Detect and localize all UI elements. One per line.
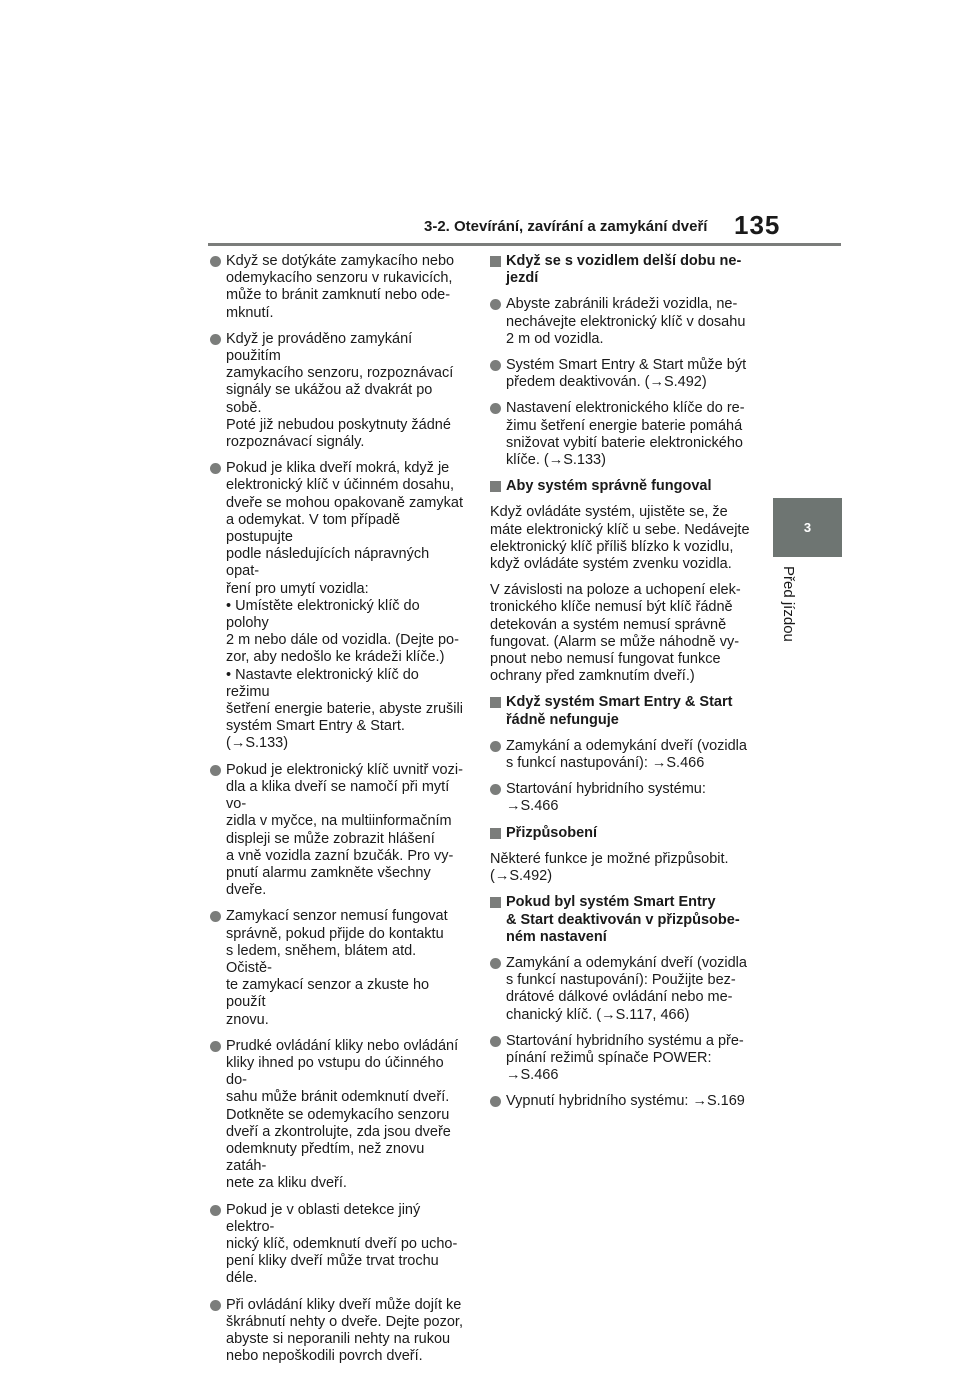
bullet-dot-icon — [210, 1205, 221, 1216]
heading-square-icon — [490, 897, 501, 908]
bullet-text: Při ovládání kliky dveří může dojít ke škrábnutí nehty o dveře. Dejte pozor, abyste si neporanili nehty na rukou nebo nepoškodili povrch dveří. — [226, 1296, 463, 1365]
bullet-item — [490, 955, 752, 1024]
bullet-text: Zamykání a odemykání dveří (vozidla s funkcí nastupování): →S.466 — [506, 737, 747, 772]
bullet-text: Systém Smart Entry & Start může být předem deaktivován. (→S.492) — [506, 357, 747, 391]
bullet-dot-icon — [210, 1300, 221, 1311]
heading-square-icon — [490, 828, 501, 839]
bullet-item — [210, 1202, 465, 1288]
heading-text: Když systém Smart Entry & Start řádně nefunguje — [506, 694, 733, 728]
bullet-dot-icon — [490, 741, 501, 752]
left-column — [210, 253, 465, 1374]
bullet-text: Startování hybridního systému a pře- pínání režimů spínače POWER: →S.466 — [506, 1032, 744, 1084]
heading-text: Aby systém správně fungoval — [506, 478, 712, 495]
bullet-dot-icon — [490, 299, 501, 310]
paragraph — [490, 582, 752, 685]
bullet-text: Startování hybridního systému: →S.466 — [506, 781, 706, 815]
bullet-dot-icon — [210, 256, 221, 267]
bullet-item — [490, 738, 752, 772]
paragraph-text: Některé funkce je možné přizpůsobit. (→S.492) — [490, 850, 729, 885]
bullet-text: Pokud je klika dveří mokrá, když je elektronický klíč v účinném dosahu, dveře se mohou opakovaně zamykat a odemykat. V tom případě postupujte podle následujících nápravných opat- ření pro umytí vozidla: • Umístěte elektronický klíč do polohy 2 m nebo dále od vozidla. (Dejte po- zor, aby nedošlo ke krádeži klíče.) • Nastavte elektronický klíč do režimu šetření energie baterie, abyste zrušili systém Smart Entry & Start. (→S.133) — [226, 460, 463, 752]
section-heading — [490, 694, 752, 728]
bullet-dot-icon — [490, 403, 501, 414]
paragraph-text: V závislosti na poloze a uchopení elek- tronického klíče nemusí být klíč řádně detekován a systém nemusí správně fungovat. (Alarm se může náhodně vy- pnout nebo nemusí fungovat funkce ochrany před zamknutím dveří.) — [490, 582, 741, 685]
paragraph — [490, 851, 752, 885]
bullet-dot-icon — [210, 463, 221, 474]
bullet-dot-icon — [210, 334, 221, 345]
bullet-dot-icon — [490, 784, 501, 795]
bullet-item — [490, 296, 752, 348]
bullet-item — [210, 253, 465, 322]
bullet-dot-icon — [210, 1041, 221, 1052]
bullet-text: Pokud je v oblasti detekce jiný elektro- nický klíč, odemknutí dveří po ucho- pení kliky dveří může trvat trochu déle. — [226, 1201, 458, 1287]
bullet-text: Když je prováděno zamykání použitím zamykacího senzoru, rozpoznávací signály se ukážou až dvakrát po sobě. Poté již nebudou poskytnuty žádné rozpoznávací signály. — [226, 330, 454, 451]
paragraph — [490, 504, 752, 573]
bullet-text: Nastavení elektronického klíče do re- žimu šetření energie baterie pomáhá snižovat vybití baterie elektronického klíče. (→S.133) — [506, 400, 745, 469]
bullet-text: Zamykání a odemykání dveří (vozidla s funkcí nastupování): Použijte bez- drátové dálkové ovládání nebo me- chanický klíč. (→S.117, 466) — [506, 954, 747, 1023]
bullet-item — [210, 460, 465, 752]
bullet-dot-icon — [490, 1036, 501, 1047]
bullet-item — [210, 908, 465, 1028]
heading-text: Když se s vozidlem delší dobu ne- jezdí — [506, 253, 742, 287]
bullet-dot-icon — [210, 911, 221, 922]
bullet-item — [490, 1093, 752, 1110]
section-heading — [490, 478, 752, 495]
bullet-item — [210, 1038, 465, 1193]
chapter-label: Před jízdou — [780, 566, 797, 642]
heading-square-icon — [490, 481, 501, 492]
bullet-text: Pokud je elektronický klíč uvnitř vozi- dla a klika dveří se namočí při mytí vo- zidla v myčce, na multiinformačním displeji se může zobrazit hlášení a vně vozidla zazní bzučák. Pro vy- pnutí alarmu zamkněte všechny dveře. — [226, 761, 463, 899]
section-heading — [490, 253, 752, 287]
bullet-item — [490, 781, 752, 815]
bullet-item — [490, 1033, 752, 1085]
heading-square-icon — [490, 256, 501, 267]
paragraph-text: Když ovládáte systém, ujistěte se, že máte elektronický klíč u sebe. Nedávejte elektronický klíč příliš blízko k vozidlu, když ovládáte systém zvenku vozidla. — [490, 504, 750, 573]
chapter-tab — [773, 498, 842, 557]
heading-text: Pokud byl systém Smart Entry & Start deaktivován v přizpůsobe- ném nastavení — [506, 894, 740, 945]
heading-text: Přizpůsobení — [506, 824, 598, 841]
bullet-item — [490, 357, 752, 391]
section-title: 3-2. Otevírání, zavírání a zamykání dveří — [424, 218, 708, 235]
bullet-item — [210, 1297, 465, 1366]
bullet-text: Abyste zabránili krádeži vozidla, ne- nechávejte elektronický klíč v dosahu 2 m od vozidla. — [506, 296, 746, 347]
section-heading — [490, 894, 752, 946]
chapter-number: 3 — [803, 520, 812, 535]
heading-square-icon — [490, 697, 501, 708]
bullet-dot-icon — [490, 360, 501, 371]
bullet-item — [210, 762, 465, 900]
page-number: 135 — [734, 210, 781, 240]
bullet-item — [490, 400, 752, 469]
bullet-text: Když se dotýkáte zamykacího nebo odemykacího senzoru v rukavicích, může to bránit zamknutí nebo ode- mknutí. — [226, 253, 455, 321]
right-column — [490, 253, 752, 1120]
bullet-text: Vypnutí hybridního systému: →S.169 — [506, 1093, 745, 1110]
bullet-dot-icon — [490, 958, 501, 969]
bullet-item — [210, 331, 465, 451]
bullet-text: Prudké ovládání kliky nebo ovládání kliky ihned po vstupu do účinného do- sahu může bránit odemknutí dveří. Dotkněte se odemykacího senzoru dveří a zkontrolujte, zda jsou dveře odemknuty předtím, než znovu zatáh- nete za kliku dveří. — [226, 1037, 459, 1192]
bullet-dot-icon — [210, 765, 221, 776]
section-heading — [490, 825, 752, 842]
header-divider — [208, 243, 841, 246]
bullet-dot-icon — [490, 1096, 501, 1107]
bullet-text: Zamykací senzor nemusí fungovat správně, pokud přijde do kontaktu s ledem, sněhem, blátem atd. Očistě- te zamykací senzor a zkuste ho použít znovu. — [226, 908, 448, 1028]
